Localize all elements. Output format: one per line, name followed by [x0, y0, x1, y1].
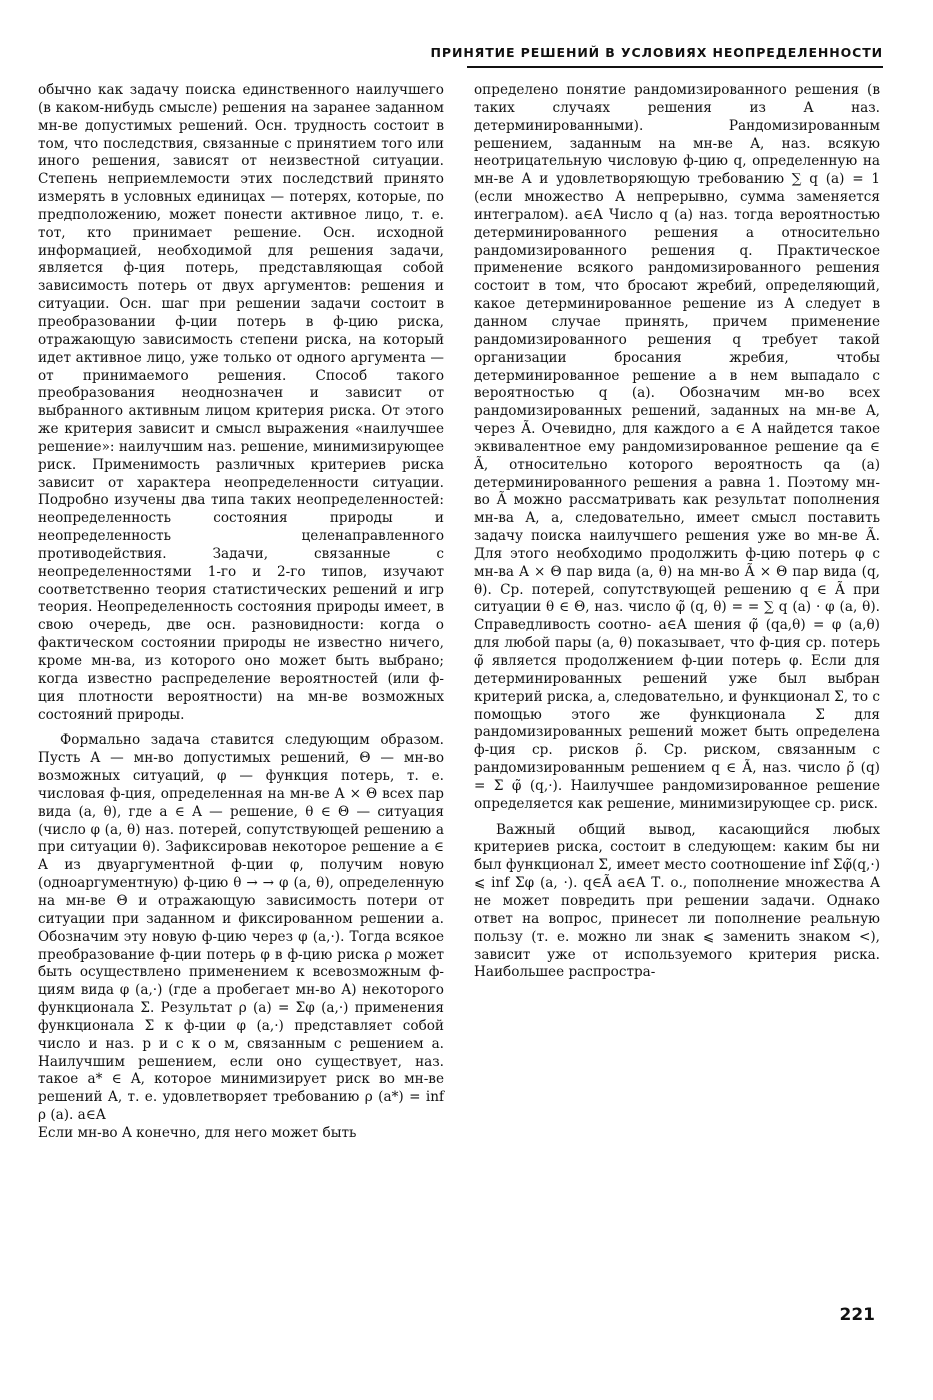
header-rule	[467, 66, 883, 68]
left-column	[38, 82, 444, 1143]
right-paragraph-2: Важный общий вывод, касающийся любых критериев риска, состоит в следующем: каким бы ни был функционал Σ, имеет место соотношение inf Σφ̃(q,·) ⩽ inf Σφ (a, ·). q∈Ã a∈A Т. о., пополнение множества A не может повредить при решении задачи. Однако ответ на вопрос, принесет ли пополнение реальную пользу (т. е. можно ли знак ⩽ заменить знаком <), зависит уже от используемого критерия риска. Наибольшее распростра-	[474, 821, 880, 981]
left-paragraph-3: Если мн-во A конечно, для него может быть	[38, 1124, 357, 1141]
running-title: ПРИНЯТИЕ РЕШЕНИЙ В УСЛОВИЯХ НЕОПРЕДЕЛЕННОСТИ	[430, 45, 883, 60]
page-number: 221	[839, 1305, 875, 1325]
left-paragraph-1: обычно как задачу поиска единственного наилучшего (в каком-нибудь смысле) решения на заранее заданном мн-ве допустимых решений. Осн. трудность состоит в том, что последствия, связанные с принятием того или иного решения, зависят от неизвестной ситуации. Степень неприемлемости этих последствий принято измерять в условных единицах — потерях, которые, по предположению, может понести активное лицо, т. е. тот, кто принимает решение. Осн. исходной информацией, необходимой для решения задачи, является ф-ция потерь, представляющая собой зависимость потерь от двух аргументов: решения и ситуации. Осн. шаг при решении задачи состоит в преобразовании ф-ции потерь в ф-цию риска, отражающую зависимость степени риска, на который идет активное лицо, уже только от одного аргумента — от принимаемого решения. Способ такого преобразования неоднозначен и зависит от выбранного активным лицом критерия риска. От этого же критерия зависит и смысл выражения «наилучшее решение»: наилучшим наз. решение, минимизирующее риск. Применимость различных критериев риска зависит от характера неопределенности ситуации. Подробно изучены два типа таких неопределенностей: неопределенность состояния природы и неопределенность целенаправленного противодействия. Задачи, связанные с неопределенностями 1-го и 2-го типов, изучают соответственно теория статистических решений и игр теория. Неопределенность состояния природы имеет, в свою очередь, две осн. разновидности: когда о фактическом состоянии природы не известно ничего, кроме мн-ва, из которого оно может быть выбрано; когда известно распределение вероятностей (или ф-ция плотности вероятности) на мн-ве возможных состояний природы.	[38, 82, 444, 723]
right-column	[474, 82, 880, 982]
right-paragraph-1: определено понятие рандомизированного решения (в таких случаях решения из A наз. детерминированными). Рандомизированным решением, заданным на мн-ве A, наз. всякую неотрицательную числовую ф-цию q, определенную на мн-ве A и удовлетворяющую требованию ∑ q (a) = 1 (если множество A непрерывно, сумма заменяется интегралом). a∈A Число q (a) наз. тогда вероятностью детерминированного решения a относительно рандомизированного решения q. Практическое применение всякого рандомизированного решения состоит в том, что бросают жребий, определяющий, какое детерминированное решение из A следует в данном случае принять, причем применение рандомизированного решения q требует такой организации бросания жребия, чтобы детерминированное решение a в нем выпадало с вероятностью q (a). Обозначим мн-во всех рандомизированных решений, заданных на мн-ве A, через Ã. Очевидно, для каждого a ∈ A найдется такое эквивалентное ему рандомизированное решение qa ∈ Ã, относительно которого вероятность qa (a) детерминированного решения a равна 1. Поэтому мн-во Ã можно рассматривать как результат пополнения мн-ва A, а, следовательно, имеет смысл поставить задачу поиска наилучшего решения уже во мн-ве Ã. Для этого необходимо продолжить ф-цию потерь φ с мн-ва A × Θ пар вида (a, θ) на мн-во Ã × Θ пар вида (q, θ). Ср. потерей, сопутствующей решению q ∈ Ã при ситуации θ ∈ Θ, наз. число φ̃ (q, θ) = = ∑ q (a) · φ (a, θ). Справедливость соотно- a∈A шения φ̃ (qa,θ) = φ (a,θ) для любой пары (a, θ) показывает, что ф-ция ср. потерь φ̃ является продолжением ф-ции потерь φ. Если для детерминированных решений уже был выбран критерий риска, а, следовательно, и функционал Σ, то с помощью этого же функционала Σ для рандомизированных решений может быть определена ф-ция ср. рисков ρ̃. Ср. риском, связанным с рандомизированным решением q ∈ Ã, наз. число ρ̃ (q) = Σ φ̃ (q,·). Наилучшее рандомизированное решение определяется как решение, минимизирующее ср. риск.	[474, 82, 881, 812]
left-paragraph-2: Формально задача ставится следующим образом. Пусть A — мн-во допустимых решений, Θ — мн-во возможных ситуаций, φ — функция потерь, т. е. числовая ф-ция, определенная на мн-ве A × Θ всех пар вида (a, θ), где a ∈ A — решение, θ ∈ Θ — ситуация (число φ (a, θ) наз. потерей, сопутствующей решению a при ситуации θ). Зафиксировав некоторое решение a ∈ A из двуаргументной ф-ции φ, получим новую (одноаргументную) ф-цию θ → → φ (a, θ), определенную на мн-ве Θ и отражающую зависимость потери от ситуации при заданном и фиксированном решении a. Обозначим эту новую ф-цию через φ (a,·). Тогда всякое преобразование ф-ции потерь φ в ф-цию риска ρ может быть осуществлено применением к всевозможным ф-циям вида φ (a,·) (где a пробегает мн-во A) некоторого функционала Σ. Результат ρ (a) = Σφ (a,·) применения функционала Σ к ф-ции φ (a,·) представляет собой число и наз. р и с к о м, связанным с решением a. Наилучшим решением, если оно существует, наз. такое a* ∈ A, которое минимизирует риск во мн-ве решений A, т. е. удовлетворяет требованию ρ (a*) = inf ρ (a). a∈A	[38, 732, 444, 1124]
